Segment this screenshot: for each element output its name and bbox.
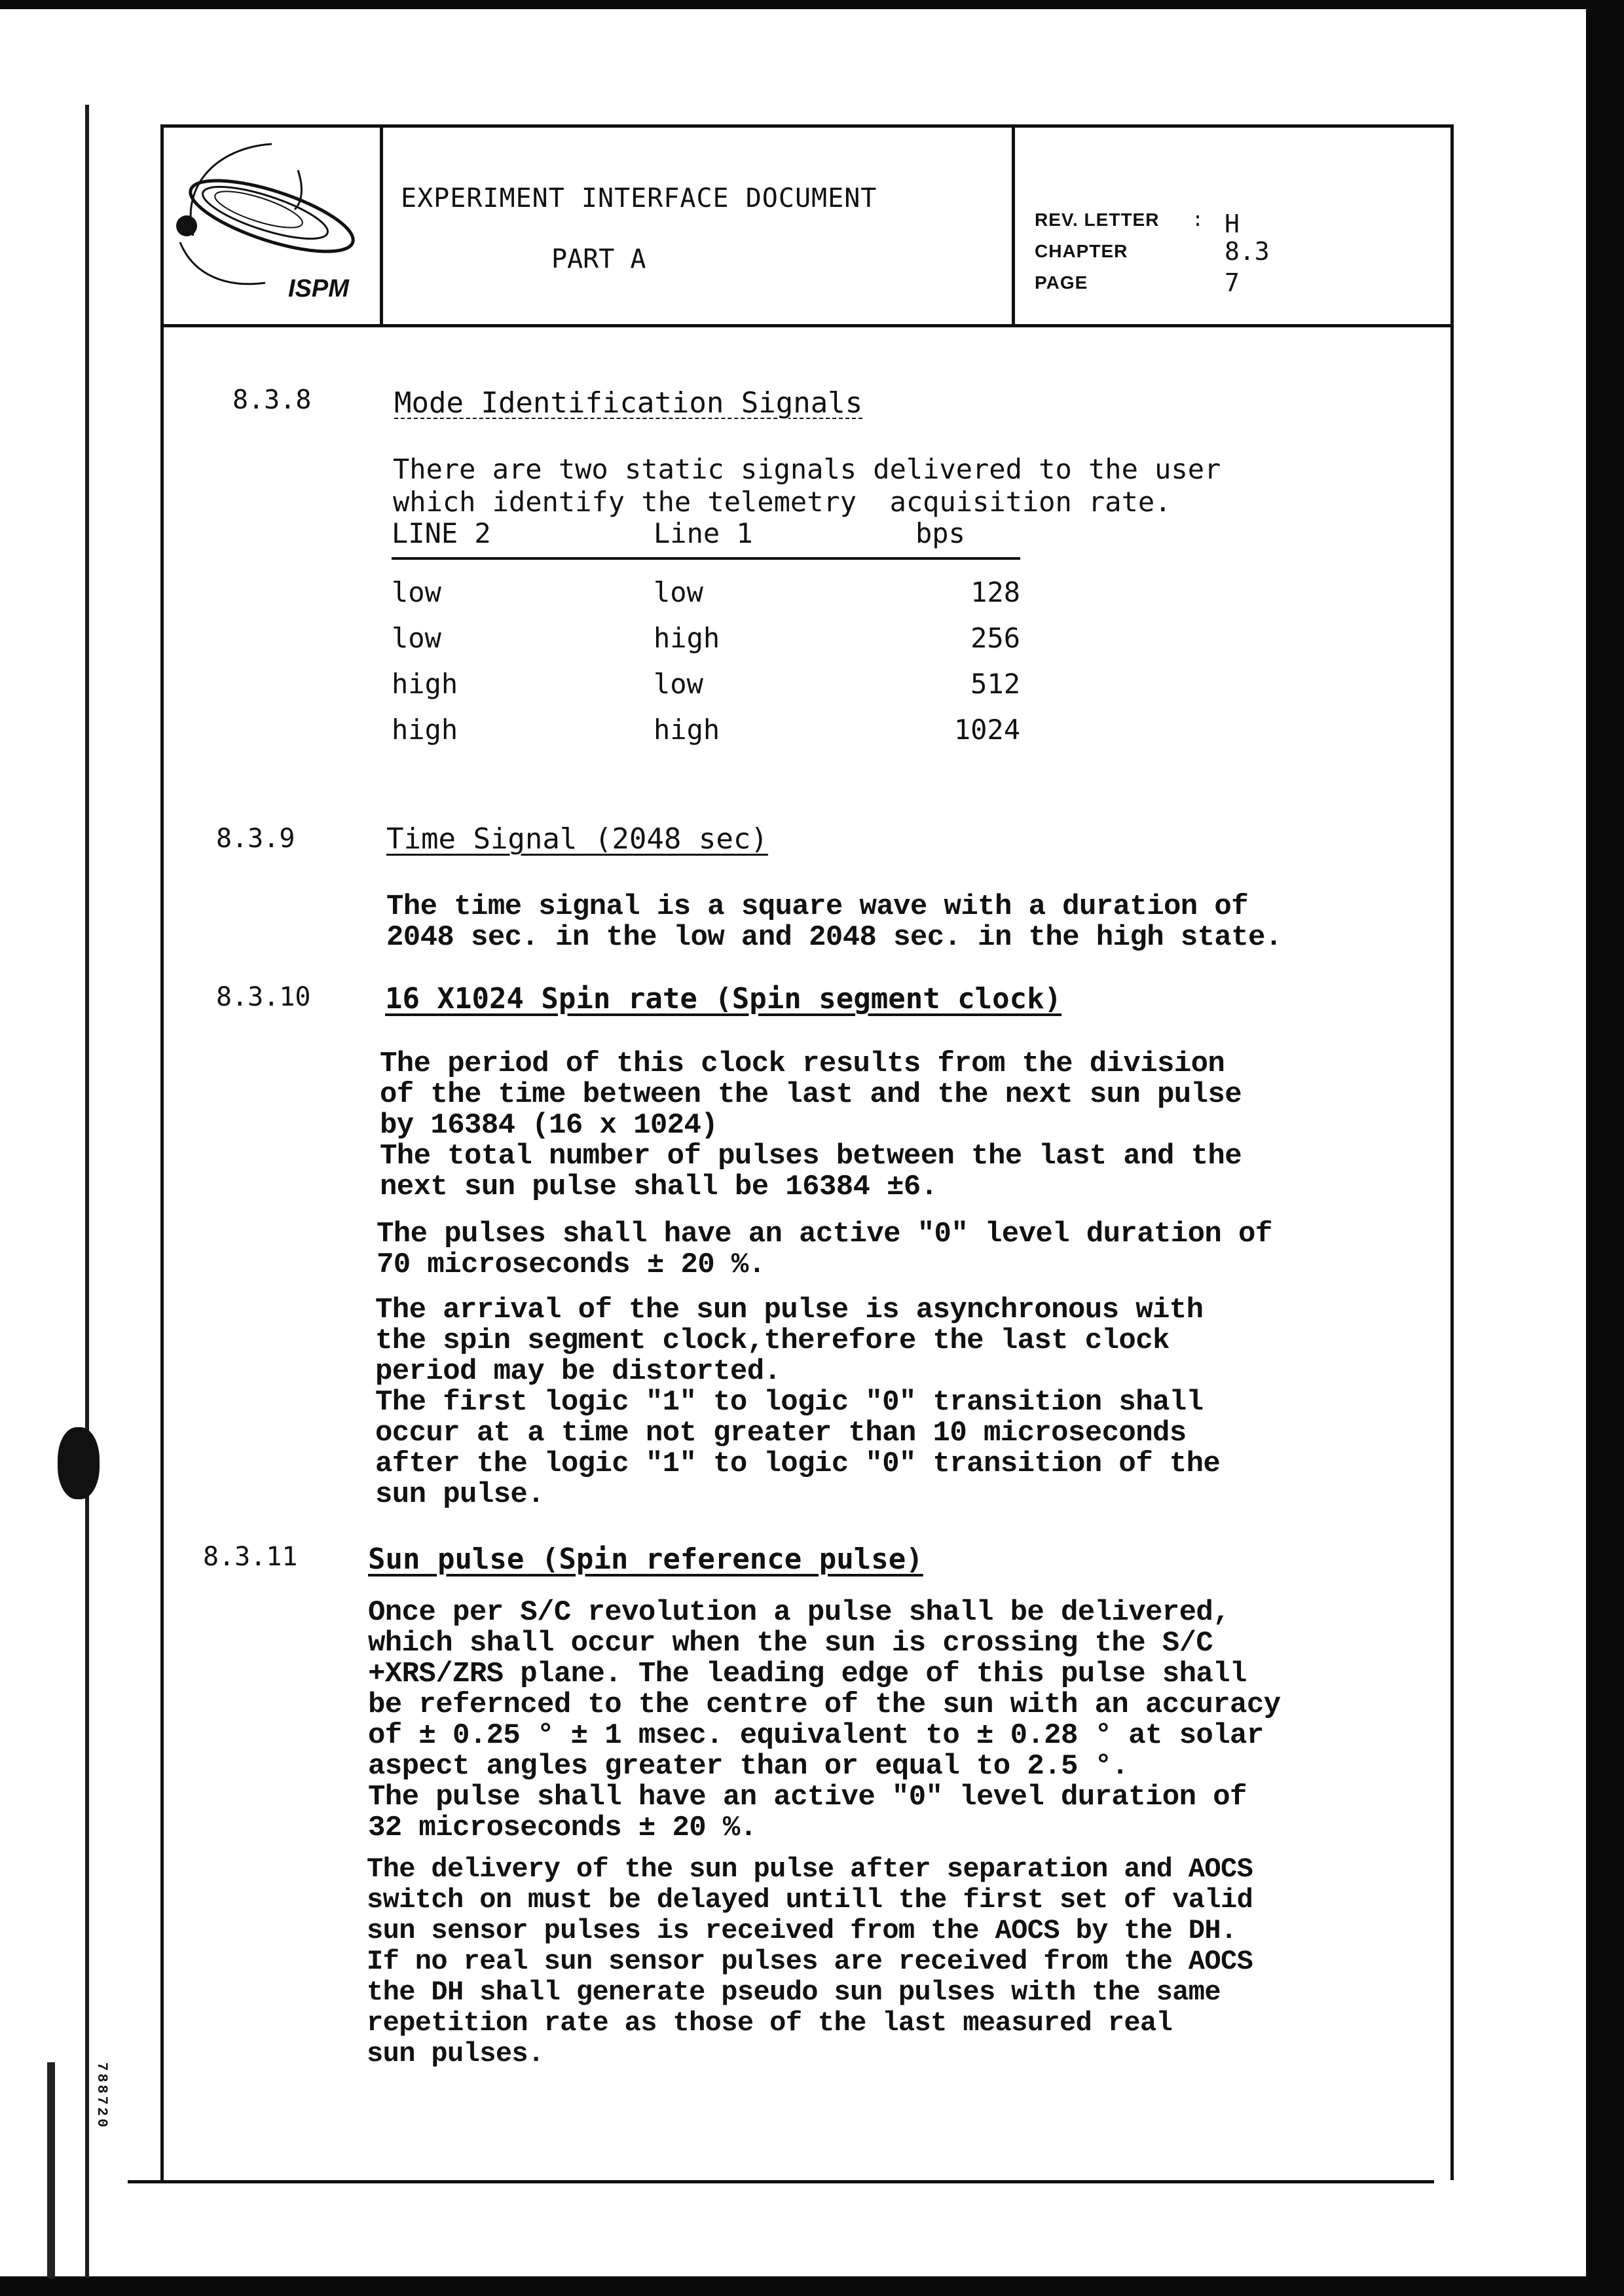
section-paragraph: The pulses shall have an active "0" level duration of 70 microseconds ± 20 %. <box>377 1218 1272 1281</box>
table-cell: high <box>654 713 720 746</box>
header-divider-left <box>380 124 383 324</box>
margin-serial-number: 788720 <box>94 2062 110 2130</box>
table-cell: low <box>654 667 703 700</box>
scan-border-top <box>0 0 1624 9</box>
section-title <box>386 822 768 856</box>
header-bottom-rule <box>160 324 1454 327</box>
table-cell: 256 <box>970 621 1020 654</box>
table-cell: 512 <box>970 667 1020 700</box>
table-cell: 128 <box>970 575 1020 608</box>
section-paragraph: The arrival of the sun pulse is asynchronous with the spin segment clock,therefore the last clock period may be distorted. The first logic "1" to logic "0" transition shall occur at a time not greater than 10 microseconds after the logic "1" to logic "0" transition of the sun pulse. <box>375 1294 1221 1511</box>
section-number: 8.3.9 <box>216 824 295 854</box>
table-cell: low <box>392 621 441 654</box>
meta-page-label: PAGE <box>1035 272 1088 293</box>
section-paragraph: There are two static signals delivered to the user which identify the telemetry acquisition rate. <box>393 453 1221 518</box>
section-title: Sun pulse (Spin reference pulse) <box>368 1542 923 1576</box>
table-row <box>392 661 1020 706</box>
scan-border-bottom <box>0 2276 1624 2296</box>
scan-border-right <box>1586 0 1624 2296</box>
section-title-suffix: (2048 sec) <box>577 822 768 856</box>
frame-bottom-rule <box>128 2180 1434 2183</box>
punch-hole-shadow <box>58 1427 100 1499</box>
section-paragraph: The time signal is a square wave with a duration of 2048 sec. in the low and 2048 sec. in the high state. <box>386 890 1282 954</box>
section-paragraph: The period of this clock results from the division of the time between the last and the next sun pulse by 16384 (16 x 1024) The total number of pulses between the last and the next sun pulse shall be 16384 ±6. <box>380 1048 1242 1203</box>
torn-edge <box>47 2062 55 2278</box>
column-header: LINE 2 <box>392 517 654 558</box>
table-row <box>392 615 1020 661</box>
mode-identification-table <box>392 517 1020 752</box>
document-title: EXPERIMENT INTERFACE DOCUMENT <box>401 183 877 213</box>
section-number: 8.3.11 <box>203 1542 298 1572</box>
section-title: Mode Identification Signals <box>394 386 863 420</box>
table-cell: 1024 <box>953 713 1020 746</box>
section-title: 16 X1024 Spin rate (Spin segment clock) <box>385 982 1062 1015</box>
frame-top-rule <box>160 124 1450 128</box>
binding-margin-line <box>85 105 89 2278</box>
frame-left-rule <box>160 124 164 2180</box>
meta-chapter-label: CHAPTER <box>1035 241 1128 261</box>
meta-page-value: 7 <box>1225 268 1240 297</box>
table-cell: high <box>654 621 720 654</box>
section-number: 8.3.10 <box>216 982 311 1012</box>
section-paragraph: The delivery of the sun pulse after separation and AOCS switch on must be delayed untill the first set of valid sun sensor pulses is received from the AOCS by the DH. If no real sun sensor pulses are received from the AOCS the DH shall generate pseudo sun pulses with the same repetition rate as those of the last measured real sun pulses. <box>367 1853 1253 2069</box>
frame-right-rule <box>1450 124 1454 2180</box>
document-part: PART A <box>551 244 646 274</box>
meta-chapter-value: 8.3 <box>1225 237 1270 266</box>
table-row <box>392 706 1020 752</box>
meta-colon: : <box>1192 208 1204 231</box>
section-number: 8.3.8 <box>232 385 312 415</box>
table-cell: high <box>392 713 458 746</box>
table-header-row <box>392 517 1020 558</box>
table-row <box>392 558 1020 615</box>
meta-rev-letter-value: H <box>1225 210 1240 238</box>
section-paragraph: Once per S/C revolution a pulse shall be delivered, which shall occur when the sun is crossing the S/C +XRS/ZRS plane. The leading edge of this pulse shall be refernced to the centre of the sun with an accuracy of ± 0.25 ° ± 1 msec. equivalent to ± 0.28 ° at solar aspect angles greater than or equal to 2.5 °. The pulse shall have an active "0" level duration of 32 microseconds ± 20 %. <box>368 1596 1281 1844</box>
table-cell: low <box>654 575 703 608</box>
column-header: bps <box>915 517 1020 558</box>
column-header: Line 1 <box>654 517 915 558</box>
section-title-text: Time Signal <box>386 822 578 856</box>
table-cell: high <box>392 667 458 700</box>
header-divider-right <box>1012 124 1015 324</box>
meta-rev-letter-label: REV. LETTER <box>1035 210 1160 230</box>
table-cell: low <box>392 575 441 608</box>
logo-label: ISPM <box>288 275 349 302</box>
